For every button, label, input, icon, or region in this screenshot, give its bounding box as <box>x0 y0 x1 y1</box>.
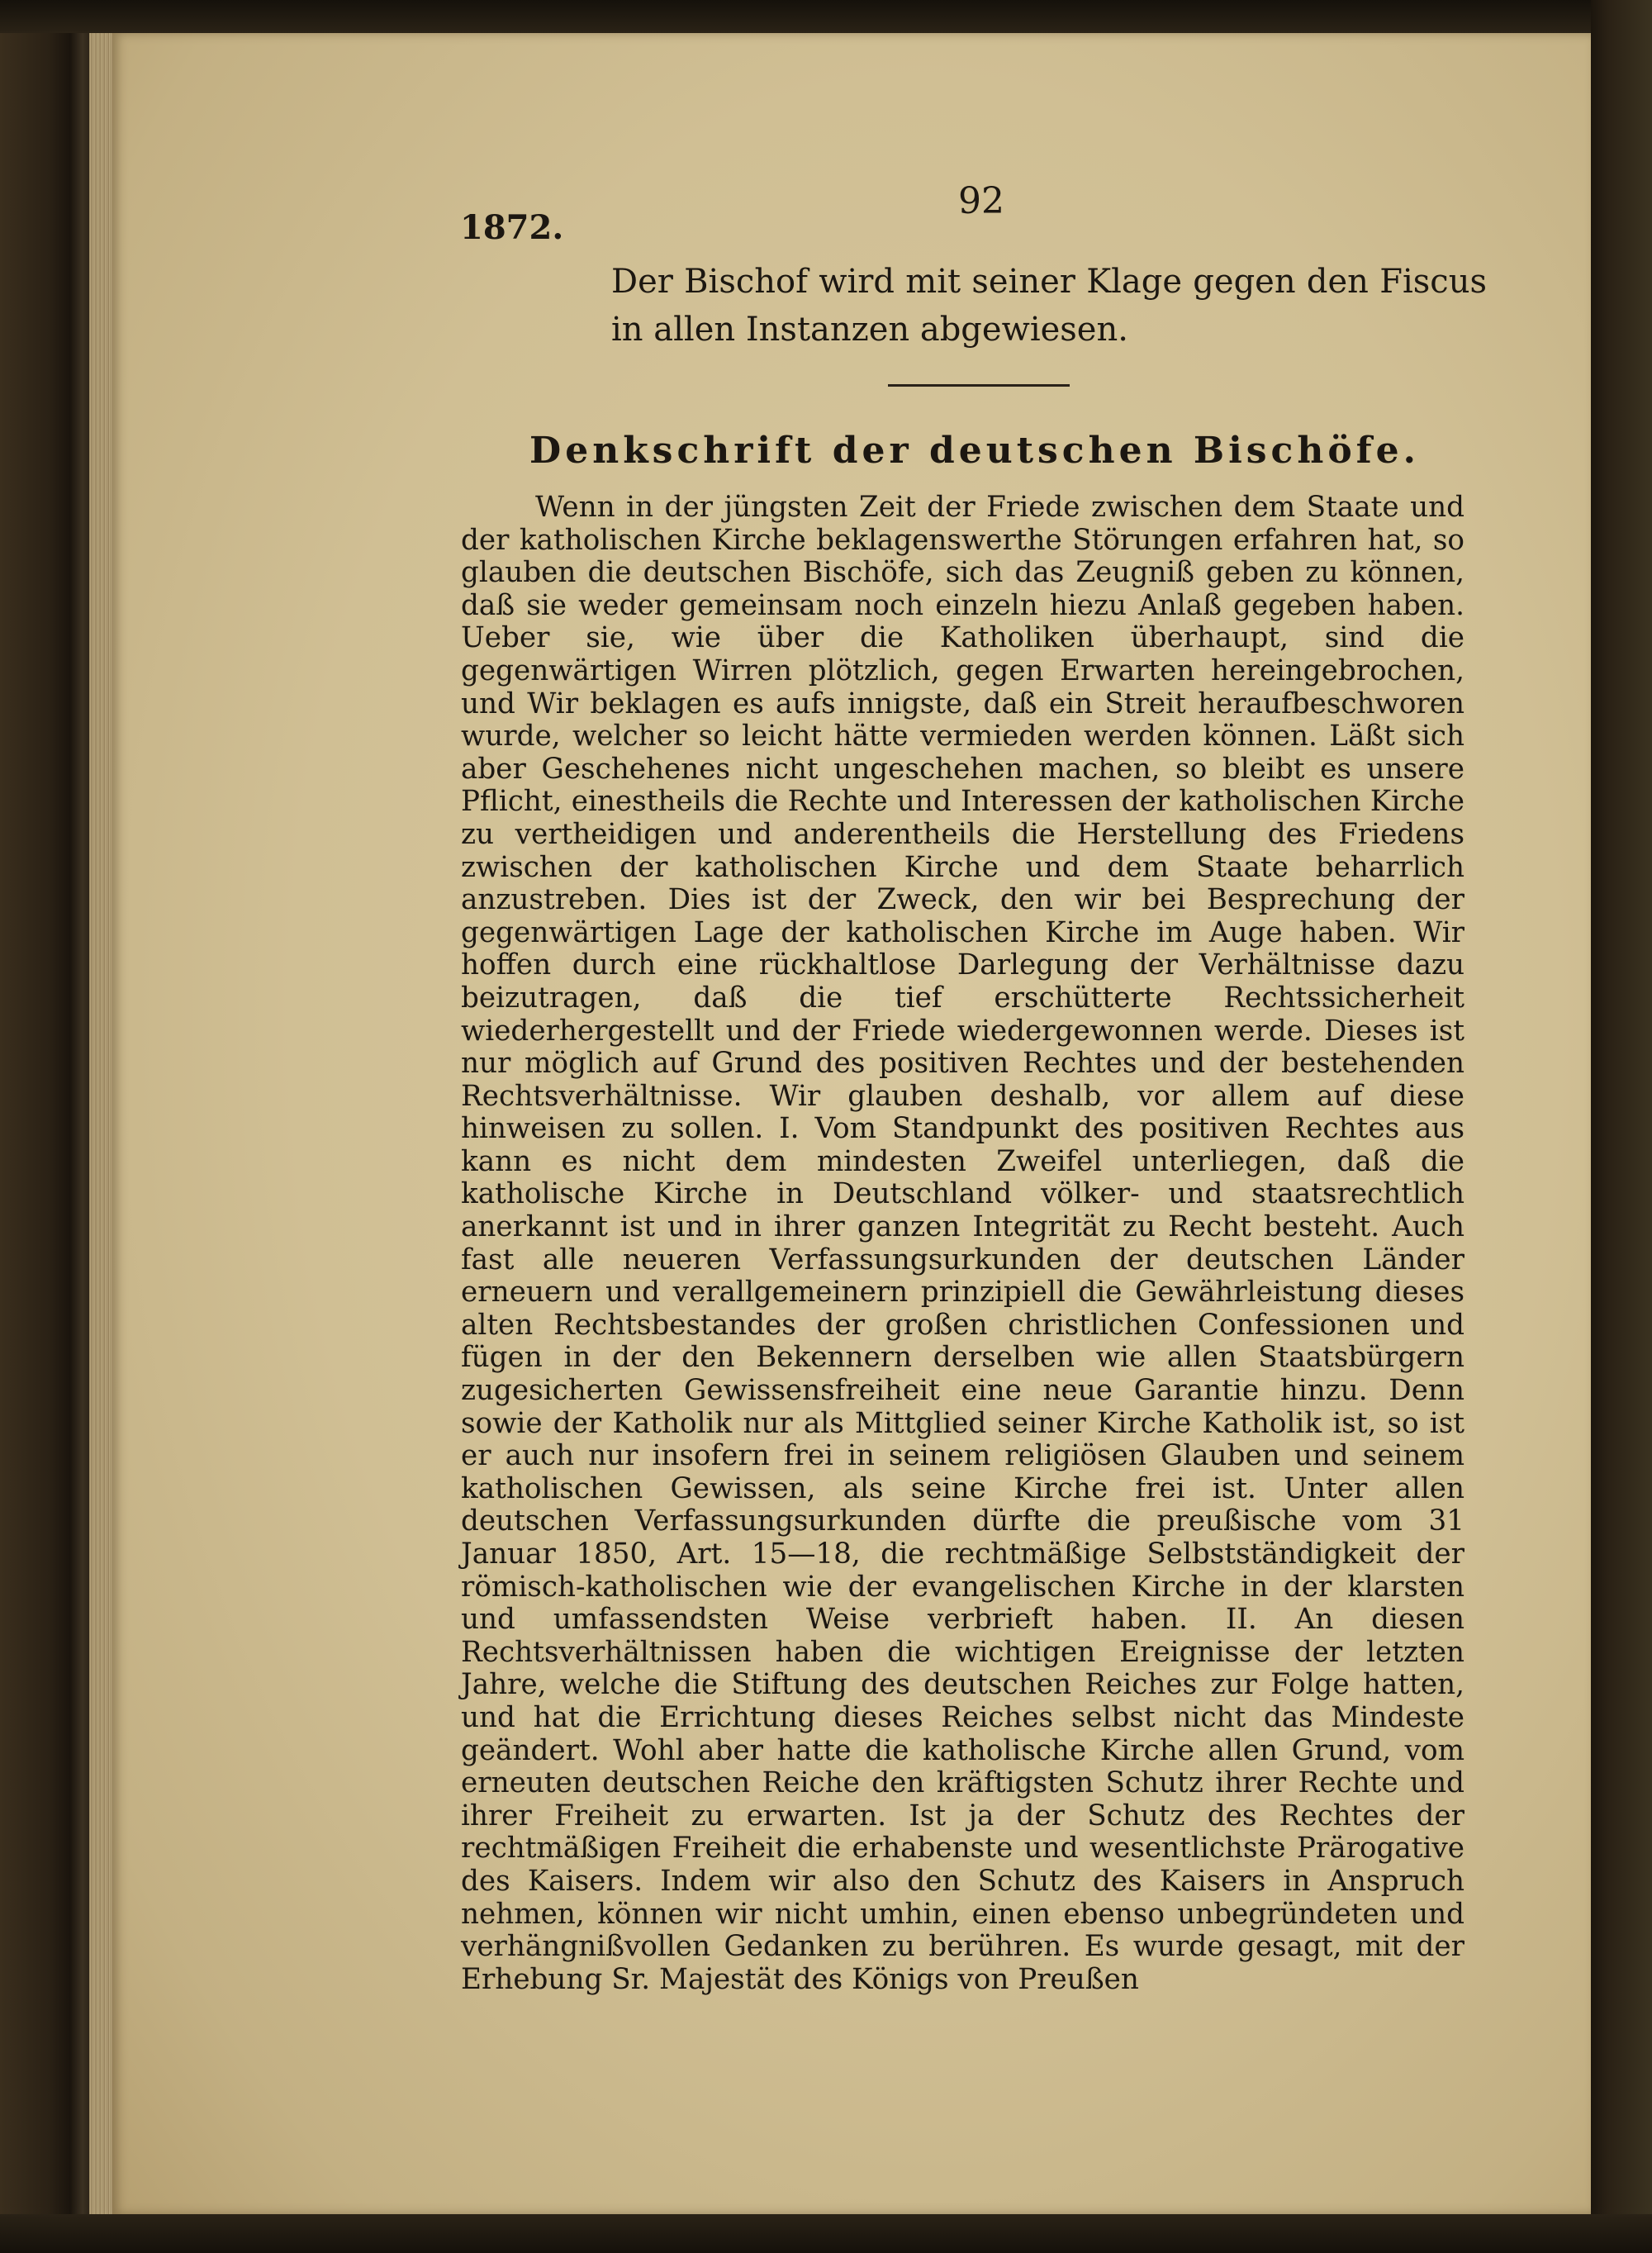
scan-top-edge <box>0 0 1652 33</box>
section-heading: Denkschrift der deutschen Bischöfe. <box>529 430 1420 472</box>
scan-bottom-edge <box>0 2214 1652 2253</box>
body-paragraph: Wenn in der jüngsten Zeit der Friede zwischen dem Staate und der katholischen Kirche beklagenswerthe Störungen erfahren hat, so glauben die deutschen Bischöfe, sich das Zeugniß geben zu können, daß sie weder gemeinsam noch einzeln hiezu Anlaß gegeben haben. Ueber sie, wie über die Katholiken überhaupt, sind die gegenwärtigen Wirren plötzlich, gegen Erwarten hereingebrochen, und Wir beklagen es aufs innigste, daß ein Streit heraufbeschworen wurde, welcher so leicht hätte vermieden werden können. Läßt sich aber Geschehenes nicht ungeschehen machen, so bleibt es unsere Pflicht, einestheils die Rechte und Interessen der katholischen Kirche zu vertheidigen und anderentheils die Herstellung des Friedens zwischen der katholischen Kirche und dem Staate beharrlich anzustreben. Dies ist der Zweck, den wir bei Besprechung der gegenwärtigen Lage der katholischen Kirche im Auge haben. Wir hoffen durch eine rückhaltlose Darlegung der Verhältnisse dazu beizutragen, daß die tief erschütterte Rechtssicherheit wiederhergestellt und der Friede wiedergewonnen werde. Dieses ist nur möglich auf Grund des positiven Rechtes und der bestehenden Rechtsverhältnisse. Wir glauben deshalb, vor allem auf diese hinweisen zu sollen. I. Vom Standpunkt des positiven Rechtes aus kann es nicht dem mindesten Zweifel unterliegen, daß die katholische Kirche in Deutschland völker- und staatsrechtlich anerkannt ist und in ihrer ganzen Integrität zu Recht besteht. Auch fast alle neueren Verfassungsurkunden der deutschen Länder erneuern und verallgemeinern prinzipiell die Gewährleistung dieses alten Rechtsbestandes der großen christlichen Confessionen und fügen in der den Bekennern derselben wie allen Staatsbürgern zugesicherten Gewissensfreiheit eine neue Garantie hinzu. Denn sowie der Katholik nur als Mittglied seiner Kirche Katholik ist, so ist er auch nur insofern frei in seinem religiösen Glauben und seinem katholischen Gewissen, als seine Kirche frei ist. Unter allen deutschen Verfassungsurkunden dürfte die preußische vom 31 Januar 1850, Art. 15—18, die rechtmäßige Selbstständigkeit der römisch-katholischen wie der evangelischen Kirche in der klarsten und umfassendsten Weise verbrieft haben. II. An diesen Rechtsverhältnissen haben die wichtigen Ereignisse der letzten Jahre, welche die Stiftung des deutschen Reiches zur Folge hatten, und hat die Errichtung dieses Reiches selbst nicht das Mindeste geändert. Wohl aber hatte die katholische Kirche allen Grund, vom erneuten deutschen Reiche den kräftigsten Schutz ihrer Rechte und ihrer Freiheit zu erwarten. Ist ja der Schutz des Rechtes der rechtmäßigen Freiheit die erhabenste und wesentlichste Prärogative des Kaisers. Indem wir also den Schutz des Kaisers in Anspruch nehmen, können wir nicht umhin, einen ebenso unbegründeten und verhängnißvollen Gedanken zu berühren. Es wurde gesagt, mit der Erhebung Sr. Majestät des Königs von Preußen <box>461 491 1464 1996</box>
book-binding-right <box>1591 0 1652 2253</box>
book-page-edges <box>89 33 112 2214</box>
section-divider <box>888 384 1070 387</box>
page-number: 92 <box>958 180 1004 222</box>
verdict-paragraph: Der Bischof wird mit seiner Klage gegen den Fiscus in allen Instanzen abgewiesen. <box>611 263 1487 349</box>
page-year: 1872. <box>460 208 564 247</box>
